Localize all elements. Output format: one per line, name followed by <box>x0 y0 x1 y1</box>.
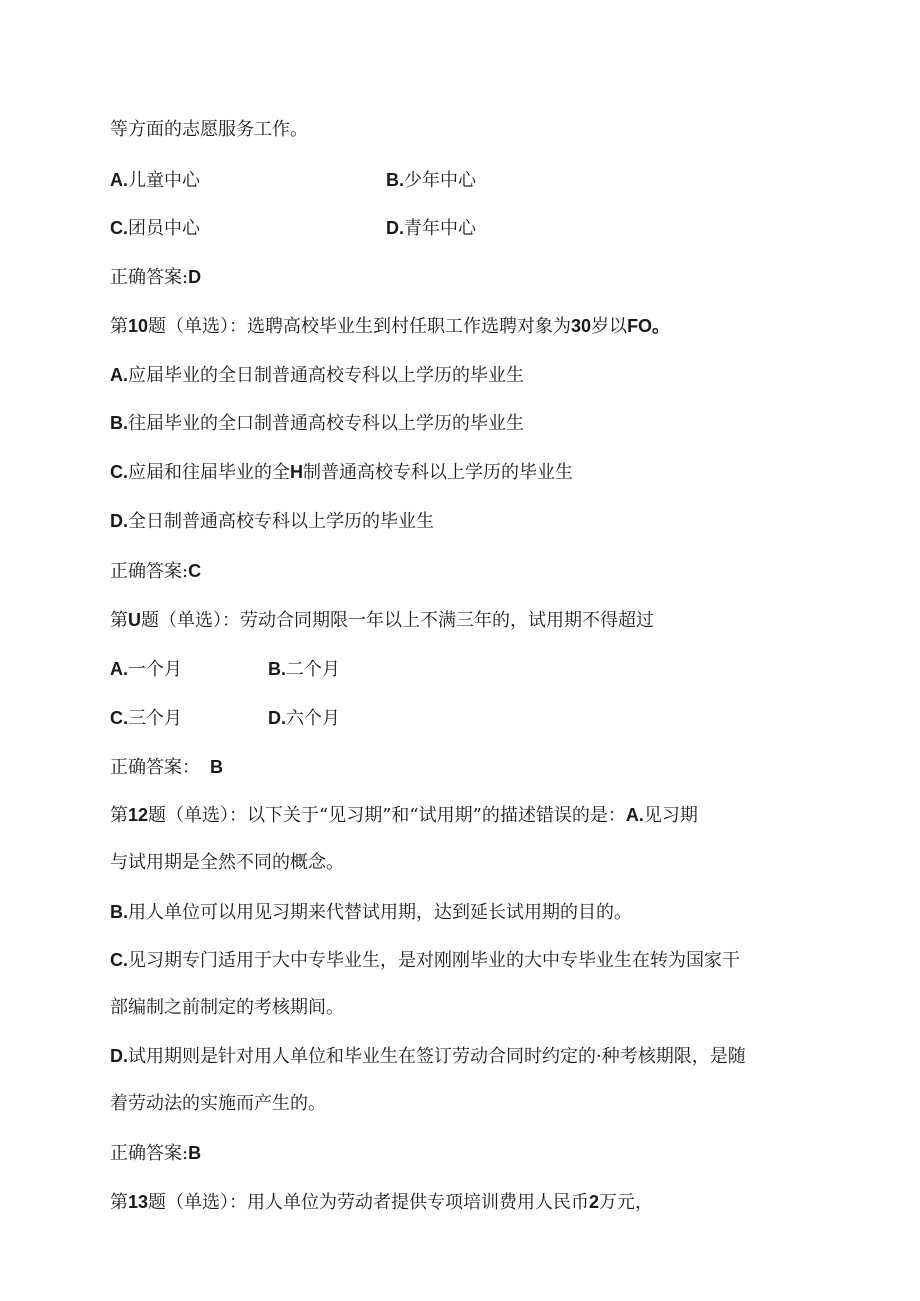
q12-option-d: D.试用期则是针对用人单位和毕业生在签订劳动合同时约定的·种考核期限，是随 <box>110 1046 746 1067</box>
q11-option-c: C.三个月 <box>110 708 182 729</box>
q10-option-c: C.应届和往届毕业的全H制普通高校专科以上学历的毕业生 <box>110 462 573 483</box>
q9-answer: 正确答案:D <box>110 267 202 288</box>
q10-option-b: B.往届毕业的全口制普通高校专科以上学历的毕业生 <box>110 413 524 434</box>
q11-option-a: A.一个月 <box>110 659 182 680</box>
q12-question: 第12题（单选）：以下关于“见习期”和“试用期”的描述错误的是：A.见习期 <box>110 805 698 826</box>
q9-option-c: C.团员中心 <box>110 218 200 239</box>
q11-option-d: D.六个月 <box>268 708 340 729</box>
q12-option-c-cont: 部编制之前制定的考核期间。 <box>110 997 344 1018</box>
q10-question: 第10题（单选）：选聘高校毕业生到村任职工作选聘对象为30岁以FO。 <box>110 316 671 337</box>
q10-answer: 正确答案:C <box>110 561 202 582</box>
q9-option-d: D.青年中心 <box>386 218 476 239</box>
q12-answer: 正确答案:B <box>110 1143 202 1164</box>
q13-question: 第13题（单选）：用人单位为劳动者提供专项培训费用人民币2万元， <box>110 1192 654 1213</box>
continuation-text: 等方面的志愿服务工作。 <box>110 119 308 140</box>
q12-option-b: B.用人单位可以用见习期来代替试用期，达到延长试用期的目的。 <box>110 902 632 923</box>
q12-option-c: C.见习期专门适用于大中专毕业生，是对刚刚毕业的大中专毕业生在转为国家干 <box>110 950 740 971</box>
q9-option-b: B.少年中心 <box>386 170 476 191</box>
q9-option-a: A.儿童中心 <box>110 170 200 191</box>
q10-option-a: A.应届毕业的全日制普通高校专科以上学历的毕业生 <box>110 365 524 386</box>
q11-question: 第U题（单选）：劳动合同期限一年以上不满三年的，试用期不得超过 <box>110 610 654 631</box>
q12-option-d-cont: 着劳动法的实施而产生的。 <box>110 1093 326 1114</box>
q12-option-a-cont: 与试用期是全然不同的概念。 <box>110 852 344 873</box>
q11-option-b: B.二个月 <box>268 659 340 680</box>
q10-option-d: D.全日制普通高校专科以上学历的毕业生 <box>110 511 434 532</box>
q11-answer: 正确答案： B <box>110 757 223 778</box>
